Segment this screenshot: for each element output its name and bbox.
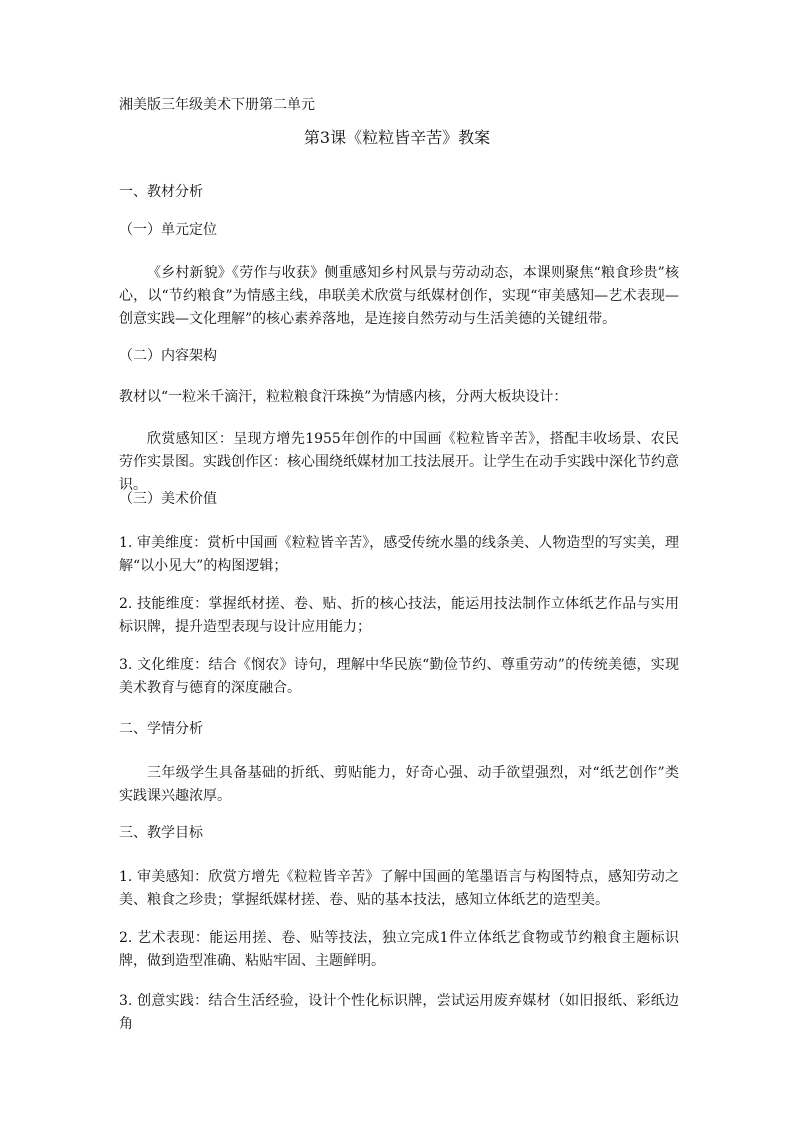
section-heading-materials: 一、教材分析 [119, 184, 203, 200]
paragraph-unit-position: 《乡村新貌》《劳作与收获》侧重感知乡村风景与劳动动态，本课则聚焦“粮食珍贵”核心，以“节约粮食”为情感主线，串联美术欣赏与纸媒材创作，实现“审美感知—艺术表现—创意实践—文化理解”的核心素养落地，是连接自然劳动与生活美德的关键纽带。 [119, 265, 679, 327]
paragraph-skill-dimension: 2. 技能维度：掌握纸材搓、卷、贴、折的核心技法，能运用技法制作立体纸艺作品与实用标识牌，提升造型表现与设计应用能力； [119, 596, 679, 635]
paragraph-content-intro: 教材以“一粒米千滴汗，粒粒粮食汗珠换”为情感内核，分两大板块设计： [119, 389, 568, 405]
page-title: 第3课《粒粒皆辛苦》教案 [303, 128, 491, 147]
section-heading-objectives: 三、教学目标 [119, 825, 203, 841]
document-header: 湘美版三年级美术下册第二单元 [119, 97, 315, 113]
paragraph-objective-aesthetic: 1. 审美感知：欣赏方增先《粒粒皆辛苦》了解中国画的笔墨语言与构图特点，感知劳动之美、粮食之珍贵；掌握纸媒材搓、卷、贴的基本技法，感知立体纸艺的造型美。 [119, 869, 679, 908]
paragraph-aesthetic-dimension: 1. 审美维度：赏析中国画《粒粒皆辛苦》，感受传统水墨的线条美、人物造型的写实美，理解“以小见大”的构图逻辑； [119, 535, 679, 574]
paragraph-content-areas: 欣赏感知区：呈现方增先1955年创作的中国画《粒粒皆辛苦》，搭配丰收场景、农民劳作实景图。实践创作区：核心围绕纸媒材加工技法展开。让学生在动手实践中深化节约意识。 [119, 431, 679, 493]
paragraph-learner-analysis: 三年级学生具备基础的折纸、剪贴能力，好奇心强、动手欲望强烈，对“纸艺创作”类实践课兴趣浓厚。 [119, 765, 679, 804]
paragraph-culture-dimension: 3. 文化维度：结合《悯农》诗句，理解中华民族“勤俭节约、尊重劳动”的传统美德，实现美术教育与德育的深度融合。 [119, 657, 679, 696]
paragraph-objective-creative: 3. 创意实践：结合生活经验，设计个性化标识牌，尝试运用废弃媒材（如旧报纸、彩纸边角 [119, 993, 679, 1032]
subheading-unit-position: （一）单元定位 [119, 222, 217, 238]
subheading-content-structure: （二）内容架构 [119, 348, 217, 364]
subheading-art-value: （三）美术价值 [119, 491, 217, 507]
section-heading-learner-analysis: 二、学情分析 [119, 721, 203, 737]
paragraph-objective-expression: 2. 艺术表现：能运用搓、卷、贴等技法，独立完成1件立体纸艺食物或节约粮食主题标识牌，做到造型准确、粘贴牢固、主题鲜明。 [119, 930, 679, 969]
